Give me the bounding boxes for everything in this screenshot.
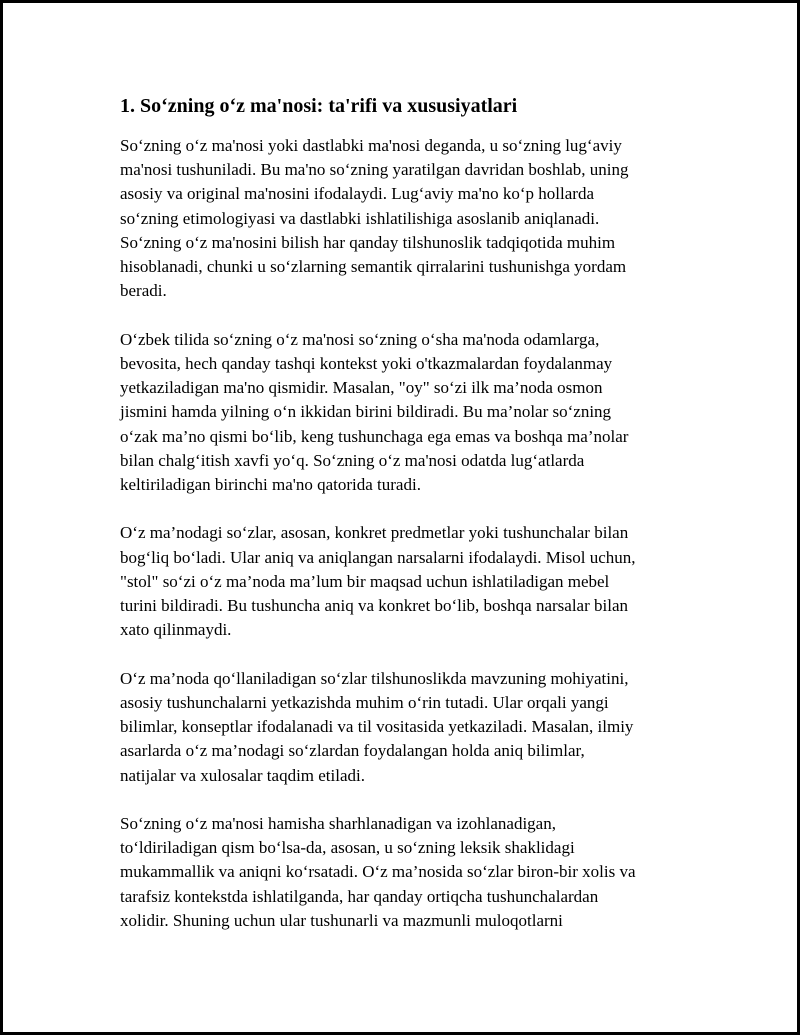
paragraph-line: asosiy va original ma'nosini ifodalaydi. Lug‘aviy ma'no ko‘p hollarda xyxy=(120,184,594,204)
paragraph-line: bilan chalg‘itish xavfi yo‘q. So‘zning o‘z ma'nosi odatda lug‘atlarda xyxy=(120,450,585,470)
paragraph-line: bevosita, hech qanday tashqi kontekst yoki o'tkazmalardan foydalanmay xyxy=(120,353,613,373)
paragraph-line: O‘z ma’nodagi so‘zlar, asosan, konkret predmetlar yoki tushunchalar bilan xyxy=(120,523,629,543)
paragraph-line: "stol" so‘zi o‘z ma’noda ma’lum bir maqsad uchun ishlatiladigan mebel xyxy=(120,571,610,591)
paragraph-line: turini bildiradi. Bu tushuncha aniq va konkret bo‘lib, boshqa narsalar bilan xyxy=(120,596,628,616)
paragraph-line: O‘z ma’noda qo‘llaniladigan so‘zlar tilshunoslikda mavzuning mohiyatini, xyxy=(120,668,629,688)
paragraph-line: to‘ldiriladigan qism bo‘lsa-da, asosan, u so‘zning leksik shaklidagi xyxy=(120,838,575,858)
paragraph-line: xato qilinmaydi. xyxy=(120,620,232,640)
paragraph-line: beradi. xyxy=(120,281,167,301)
paragraph-line: ma'nosi tushuniladi. Bu ma'no so‘zning yaratilgan davridan boshlab, uning xyxy=(120,160,629,180)
paragraph-line: bog‘liq bo‘ladi. Ular aniq va aniqlangan narsalarni ifodalaydi. Misol uchun, xyxy=(120,547,636,567)
paragraph-line: bilimlar, konseptlar ifodalanadi va til vositasida yetkaziladi. Masalan, ilmiy xyxy=(120,717,634,737)
paragraph-line: o‘zak ma’no qismi bo‘lib, keng tushunchaga ega emas va boshqa ma’nolar xyxy=(120,426,629,446)
paragraph-line: natijalar va xulosalar taqdim etiladi. xyxy=(120,765,365,785)
paragraph-line: So‘zning o‘z ma'nosi yoki dastlabki ma'nosi deganda, u so‘zning lug‘aviy xyxy=(120,136,622,155)
paragraph-line: mukammallik va aniqni ko‘rsatadi. O‘z ma’nosida so‘zlar biron-bir xolis va xyxy=(120,862,636,882)
paragraph-line: So‘zning o‘z ma'nosini bilish har qanday tilshunoslik tadqiqotida muhim xyxy=(120,232,616,252)
paragraph-3 xyxy=(120,521,690,642)
paragraph-2 xyxy=(120,328,690,497)
paragraph-5 xyxy=(120,812,690,933)
paragraph-line: jismini hamda yilning o‘n ikkidan birini bildiradi. Bu ma’nolar so‘zning xyxy=(120,402,612,422)
paragraph-line: asarlarda o‘z ma’nodagi so‘zlardan foydalangan holda aniq bilimlar, xyxy=(120,741,585,761)
paragraph-1 xyxy=(120,134,690,303)
paragraph-line: xolidir. Shuning uchun ular tushunarli va mazmunli muloqotlarni xyxy=(120,910,563,930)
paragraph-line: O‘zbek tilida so‘zning o‘z ma'nosi so‘zning o‘sha ma'noda odamlarga, xyxy=(120,329,600,349)
section-heading: 1. So‘zning o‘z ma'nosi: ta'rifi va xususiyatlari xyxy=(120,95,518,117)
paragraph-line: hisoblanadi, chunki u so‘zlarning semantik qirralarini tushunishga yordam xyxy=(120,257,627,277)
document-body xyxy=(120,93,690,957)
paragraph-4 xyxy=(120,667,690,788)
paragraph-line: so‘zning etimologiyasi va dastlabki ishlatilishiga asoslanib aniqlanadi. xyxy=(120,208,600,228)
paragraph-line: So‘zning o‘z ma'nosi hamisha sharhlanadigan va izohlanadigan, xyxy=(120,814,556,834)
paragraph-line: asosiy tushunchalarni yetkazishda muhim o‘rin tutadi. Ular orqali yangi xyxy=(120,692,609,712)
paragraph-line: tarafsiz kontekstda ishlatilganda, har qanday ortiqcha tushunchalardan xyxy=(120,886,599,906)
paragraph-line: keltiriladigan birinchi ma'no qatorida turadi. xyxy=(120,474,421,494)
paragraph-line: yetkaziladigan ma'no qismidir. Masalan, "oy" so‘zi ilk ma’noda osmon xyxy=(120,378,603,398)
